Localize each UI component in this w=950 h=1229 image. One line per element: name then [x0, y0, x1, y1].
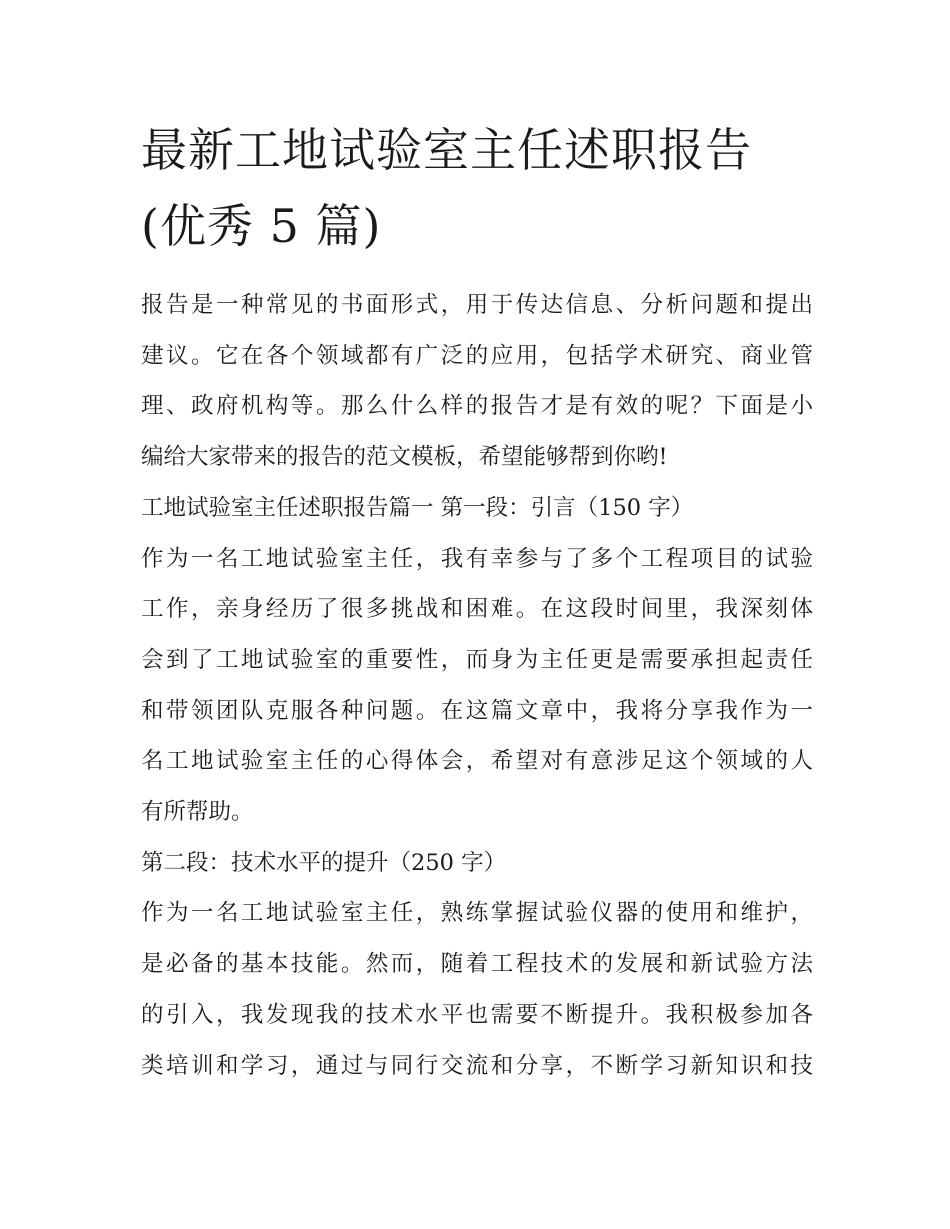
text-line: 第二段：技术水平的提升（250 字）	[141, 849, 507, 876]
text-line: 作为一名工地试验室主任，我有幸参与了多个工程项目的试验	[141, 545, 813, 572]
text-line: 编给大家带来的报告的范文模板，希望能够帮到你哟!	[141, 444, 668, 471]
section-1-paragraph	[141, 534, 813, 838]
section-heading-1	[141, 483, 813, 534]
text-line: 名工地试验室主任的心得体会，希望对有意涉足这个领域的人	[141, 748, 813, 775]
intro-paragraph	[141, 280, 813, 483]
text-line: 和带领团队克服各种问题。在这篇文章中，我将分享我作为一	[141, 697, 813, 724]
text-line: 有所帮助。	[141, 799, 254, 826]
text-line: 类培训和学习，通过与同行交流和分享，不断学习新知识和技	[141, 1052, 813, 1079]
section-heading-2	[141, 838, 813, 889]
text-line: 作为一名工地试验室主任，熟练掌握试验仪器的使用和维护，	[141, 900, 813, 927]
title-line-2: (优秀 5 篇)	[141, 199, 382, 253]
document-body	[141, 112, 813, 1091]
text-line: 工作，亲身经历了很多挑战和困难。在这段时间里，我深刻体	[141, 596, 813, 623]
section-2-paragraph	[141, 888, 813, 1091]
document-title	[141, 112, 813, 264]
text-line: 是必备的基本技能。然而，随着工程技术的发展和新试验方法	[141, 951, 813, 978]
text-line: 报告是一种常见的书面形式，用于传达信息、分析问题和提出	[141, 292, 813, 318]
text-line: 会到了工地试验室的重要性，而身为主任更是需要承担起责任	[141, 646, 813, 673]
text-line: 的引入，我发现我的技术水平也需要不断提升。我积极参加各	[141, 1001, 813, 1028]
text-line: 理、政府机构等。那么什么样的报告才是有效的呢？下面是小	[141, 393, 813, 420]
title-line-1: 最新工地试验室主任述职报告	[141, 123, 752, 177]
text-line: 工地试验室主任述职报告篇一 第一段：引言（150 字）	[141, 494, 694, 521]
text-line: 建议。它在各个领域都有广泛的应用，包括学术研究、商业管	[141, 342, 813, 369]
